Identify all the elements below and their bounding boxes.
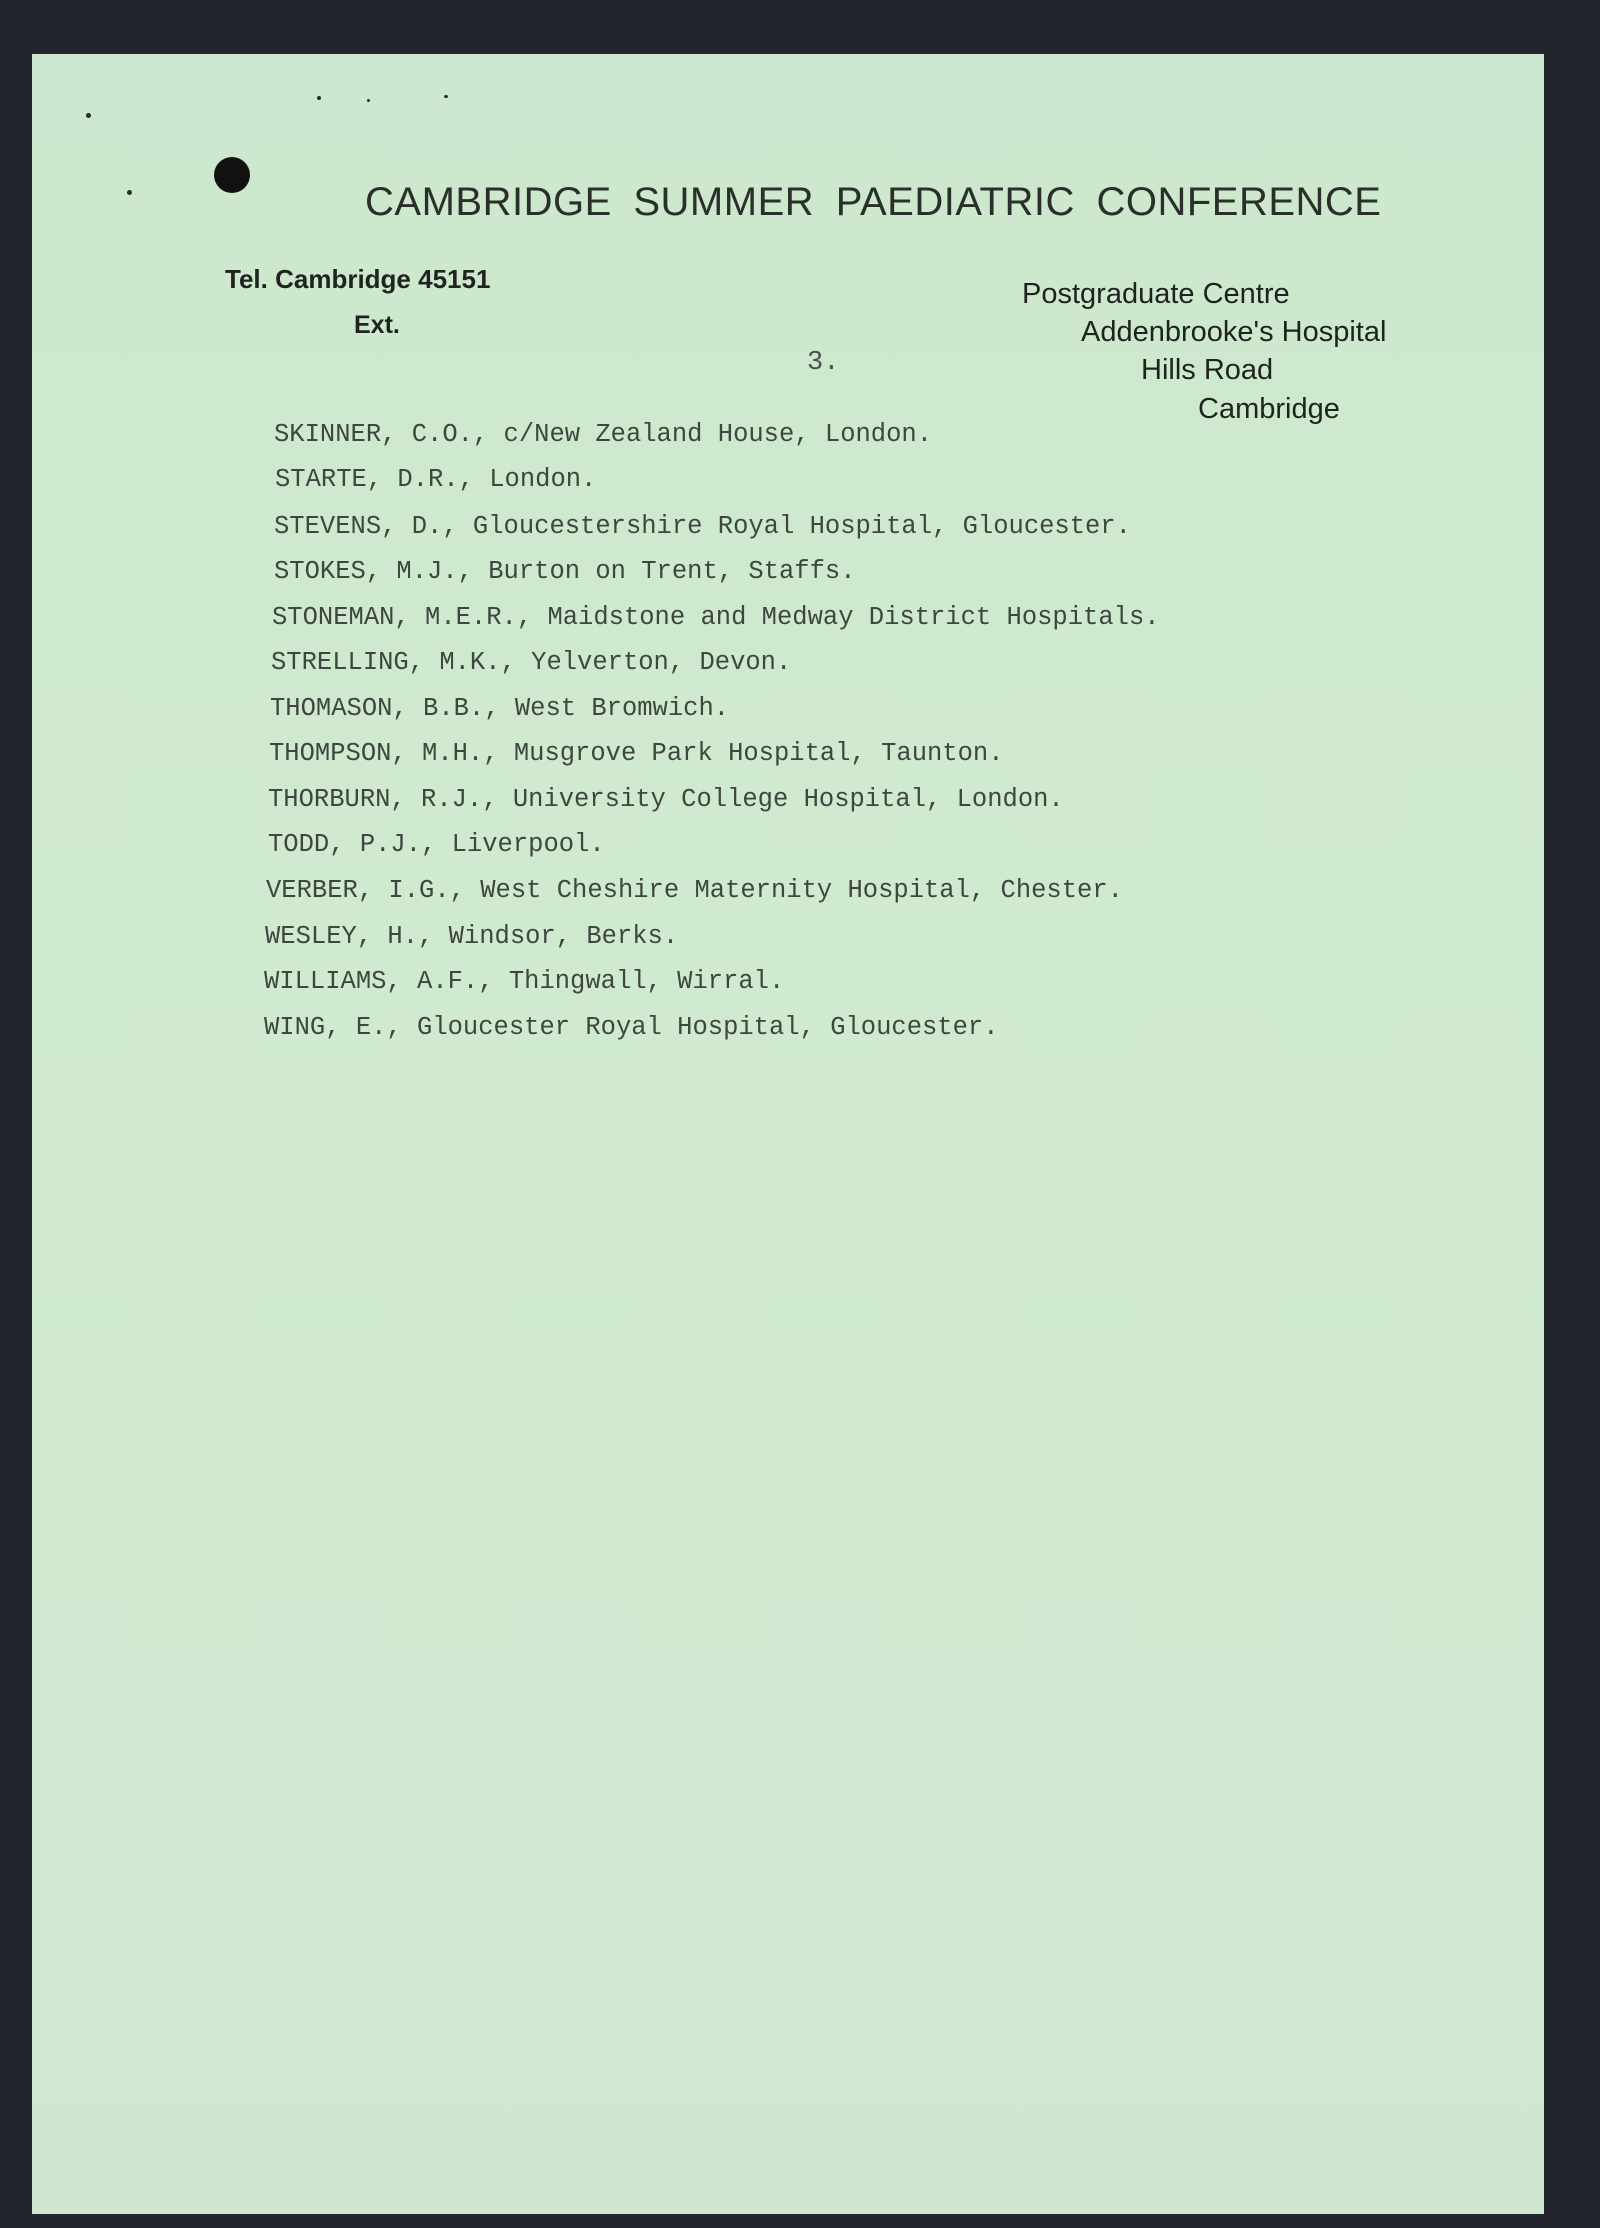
extension-label: Ext. bbox=[354, 311, 400, 339]
list-item: WING, E., Gloucester Royal Hospital, Gloucester. bbox=[264, 1013, 999, 1042]
list-item: THOMPSON, M.H., Musgrove Park Hospital, Taunton. bbox=[269, 739, 1004, 768]
page-number: 3. bbox=[807, 348, 840, 378]
list-item: WESLEY, H., Windsor, Berks. bbox=[265, 922, 679, 951]
list-item: THOMASON, B.B., West Bromwich. bbox=[270, 694, 730, 723]
list-item: WILLIAMS, A.F., Thingwall, Wirral. bbox=[264, 967, 785, 996]
list-item: STONEMAN, M.E.R., Maidstone and Medway District Hospitals. bbox=[272, 603, 1160, 632]
address-line-2: Addenbrooke's Hospital bbox=[1081, 316, 1387, 348]
address-line-3: Hills Road bbox=[1141, 354, 1274, 386]
telephone-line: Tel. Cambridge 45151 bbox=[225, 264, 491, 294]
list-item: STRELLING, M.K., Yelverton, Devon. bbox=[271, 648, 792, 677]
conference-title: CAMBRIDGE SUMMER PAEDIATRIC CONFERENCE bbox=[365, 180, 1382, 224]
address-line-4: Cambridge bbox=[1198, 393, 1340, 425]
delegate-list bbox=[0, 0, 1600, 1100]
list-item: STEVENS, D., Gloucestershire Royal Hospital, Gloucester. bbox=[274, 512, 1131, 541]
list-item: THORBURN, R.J., University College Hospital, London. bbox=[268, 785, 1064, 814]
list-item: TODD, P.J., Liverpool. bbox=[268, 830, 605, 859]
address-line-1: Postgraduate Centre bbox=[1022, 278, 1290, 310]
list-item: STOKES, M.J., Burton on Trent, Staffs. bbox=[274, 557, 856, 586]
list-item: VERBER, I.G., West Cheshire Maternity Hospital, Chester. bbox=[266, 876, 1123, 905]
list-item: SKINNER, C.O., c/New Zealand House, London. bbox=[274, 420, 933, 449]
list-item: STARTE, D.R., London. bbox=[275, 465, 597, 494]
